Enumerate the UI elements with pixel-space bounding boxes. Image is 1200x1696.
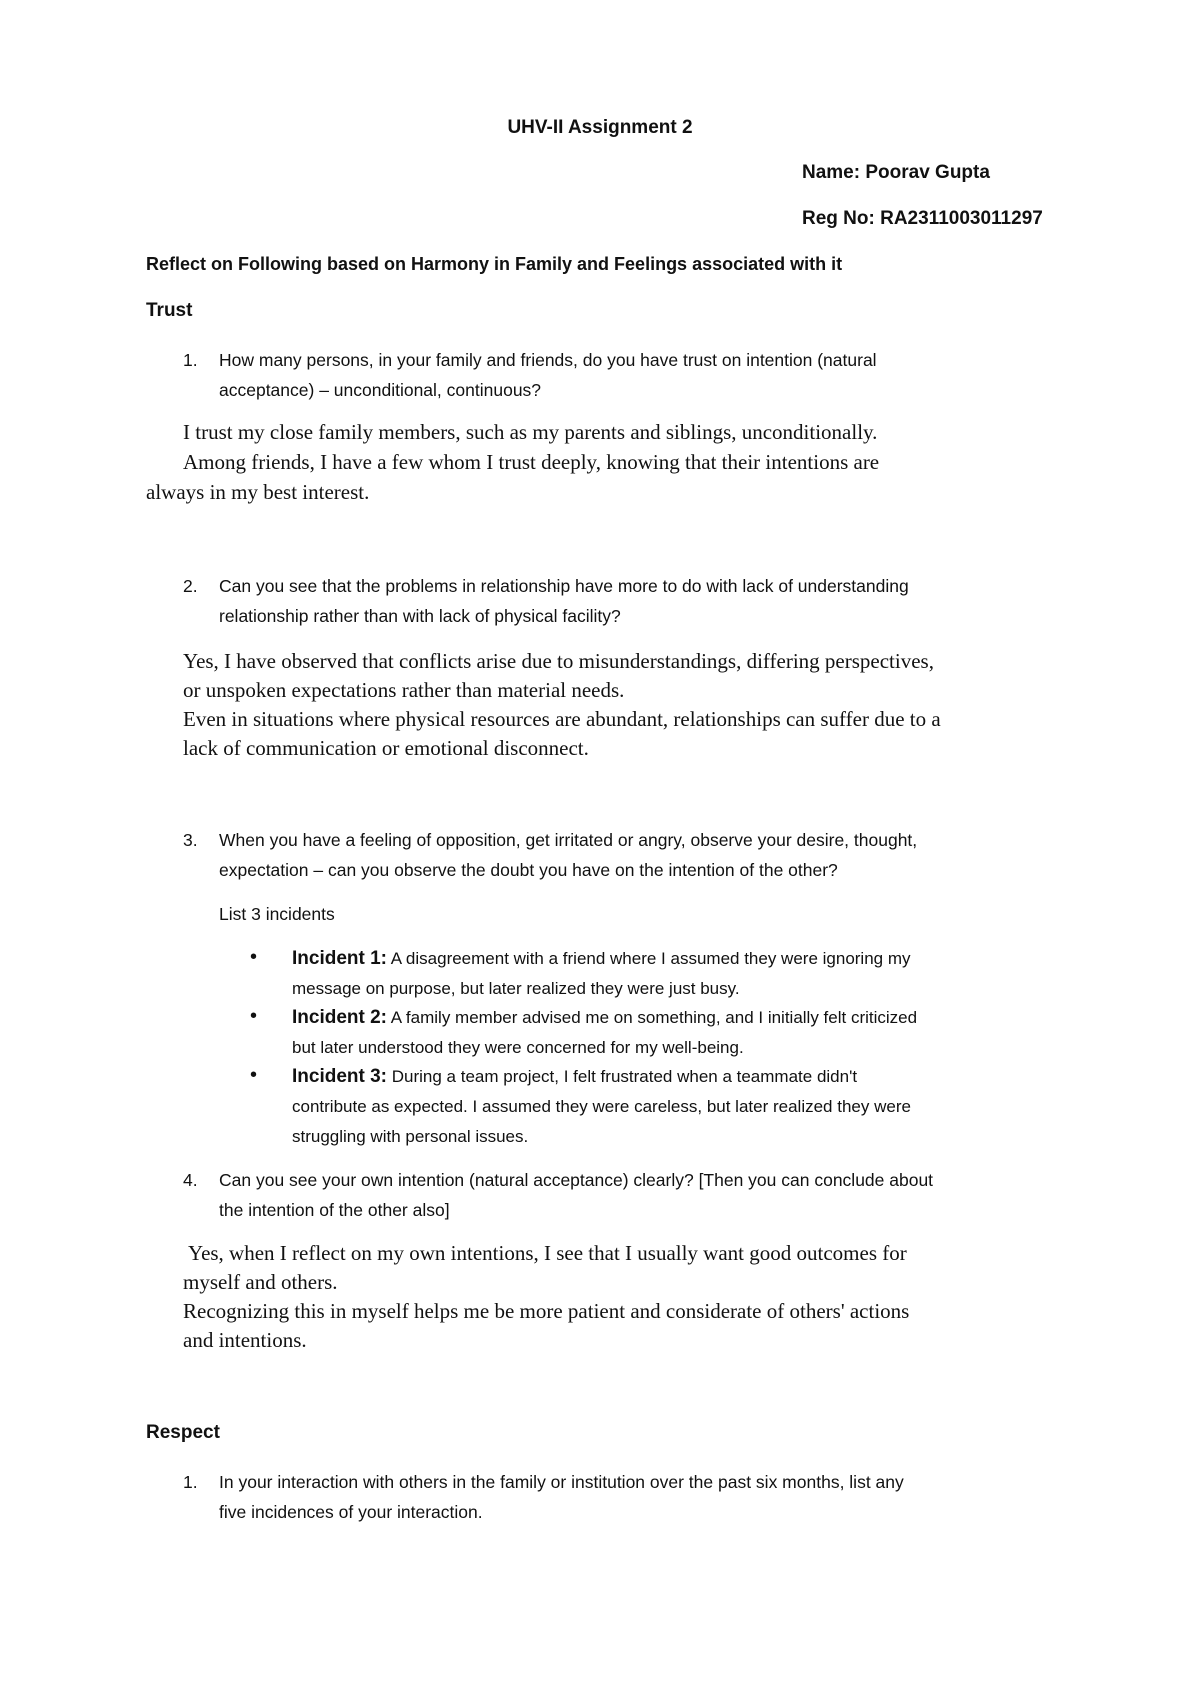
- answer-line: always in my best interest.: [146, 480, 370, 504]
- question-line: How many persons, in your family and friends, do you have trust on intention (natural: [219, 350, 877, 370]
- incident-line: [292, 1003, 917, 1033]
- question-line: relationship rather than with lack of physical facility?: [219, 606, 621, 626]
- bullet-icon: •: [250, 1064, 258, 1086]
- answer-line: Yes, I have observed that conflicts arise due to misunderstandings, differing perspectives,: [183, 649, 934, 673]
- incident-label: Incident 1:: [292, 948, 388, 969]
- question-line: the intention of the other also]: [219, 1200, 450, 1220]
- answer-line: and intentions.: [183, 1328, 307, 1352]
- bullet-icon: •: [250, 1005, 258, 1027]
- incident-label: Incident 2:: [292, 1007, 388, 1028]
- question-line: Can you see that the problems in relationship have more to do with lack of understanding: [219, 576, 909, 596]
- question-line: expectation – can you observe the doubt you have on the intention of the other?: [219, 860, 838, 880]
- incident-line: [292, 944, 911, 974]
- list-label: List 3 incidents: [219, 904, 335, 924]
- incident-text: A disagreement with a friend where I assumed they were ignoring my: [387, 949, 911, 968]
- incident-line: [292, 1062, 857, 1092]
- incident-label: Incident 3:: [292, 1066, 388, 1087]
- question-number: 3.: [183, 830, 198, 850]
- reflect-heading: Reflect on Following based on Harmony in Family and Feelings associated with it: [146, 254, 843, 274]
- answer-line: or unspoken expectations rather than material needs.: [183, 678, 625, 702]
- answer-line: I trust my close family members, such as my parents and siblings, unconditionally.: [183, 420, 878, 444]
- question-line: In your interaction with others in the family or institution over the past six months, list any: [219, 1472, 904, 1492]
- question-number: 1.: [183, 350, 198, 370]
- incident-text: contribute as expected. I assumed they were careless, but later realized they were: [292, 1097, 911, 1116]
- incident-text: struggling with personal issues.: [292, 1127, 529, 1146]
- document-title: UHV-II Assignment 2: [507, 117, 693, 138]
- incident-text: message on purpose, but later realized they were just busy.: [292, 979, 740, 998]
- answer-line: Among friends, I have a few whom I trust deeply, knowing that their intentions are: [183, 450, 880, 474]
- question-line: five incidences of your interaction.: [219, 1502, 483, 1522]
- answer-line: Yes, when I reflect on my own intentions, I see that I usually want good outcomes for: [188, 1241, 907, 1265]
- answer-line: Recognizing this in myself helps me be more patient and considerate of others' actions: [183, 1299, 910, 1323]
- question-line: acceptance) – unconditional, continuous?: [219, 380, 542, 400]
- question-line: Can you see your own intention (natural acceptance) clearly? [Then you can conclude about: [219, 1170, 934, 1190]
- answer-line: Even in situations where physical resources are abundant, relationships can suffer due to a: [183, 707, 941, 731]
- incident-text: During a team project, I felt frustrated when a teammate didn't: [387, 1067, 858, 1086]
- section-heading-respect: Respect: [146, 1422, 220, 1443]
- registration-number: Reg No: RA2311003011297: [802, 208, 1043, 229]
- answer-line: myself and others.: [183, 1270, 338, 1294]
- question-line: When you have a feeling of opposition, get irritated or angry, observe your desire, thought,: [219, 830, 918, 850]
- incident-text: but later understood they were concerned for my well-being.: [292, 1038, 744, 1057]
- incident-text: A family member advised me on something, and I initially felt criticized: [387, 1008, 918, 1027]
- bullet-icon: •: [250, 946, 258, 968]
- question-number: 1.: [183, 1472, 198, 1492]
- answer-line: lack of communication or emotional disconnect.: [183, 736, 589, 760]
- student-name: Name: Poorav Gupta: [802, 162, 990, 183]
- question-number: 4.: [183, 1170, 198, 1190]
- section-heading-trust: Trust: [146, 300, 193, 321]
- question-number: 2.: [183, 576, 198, 596]
